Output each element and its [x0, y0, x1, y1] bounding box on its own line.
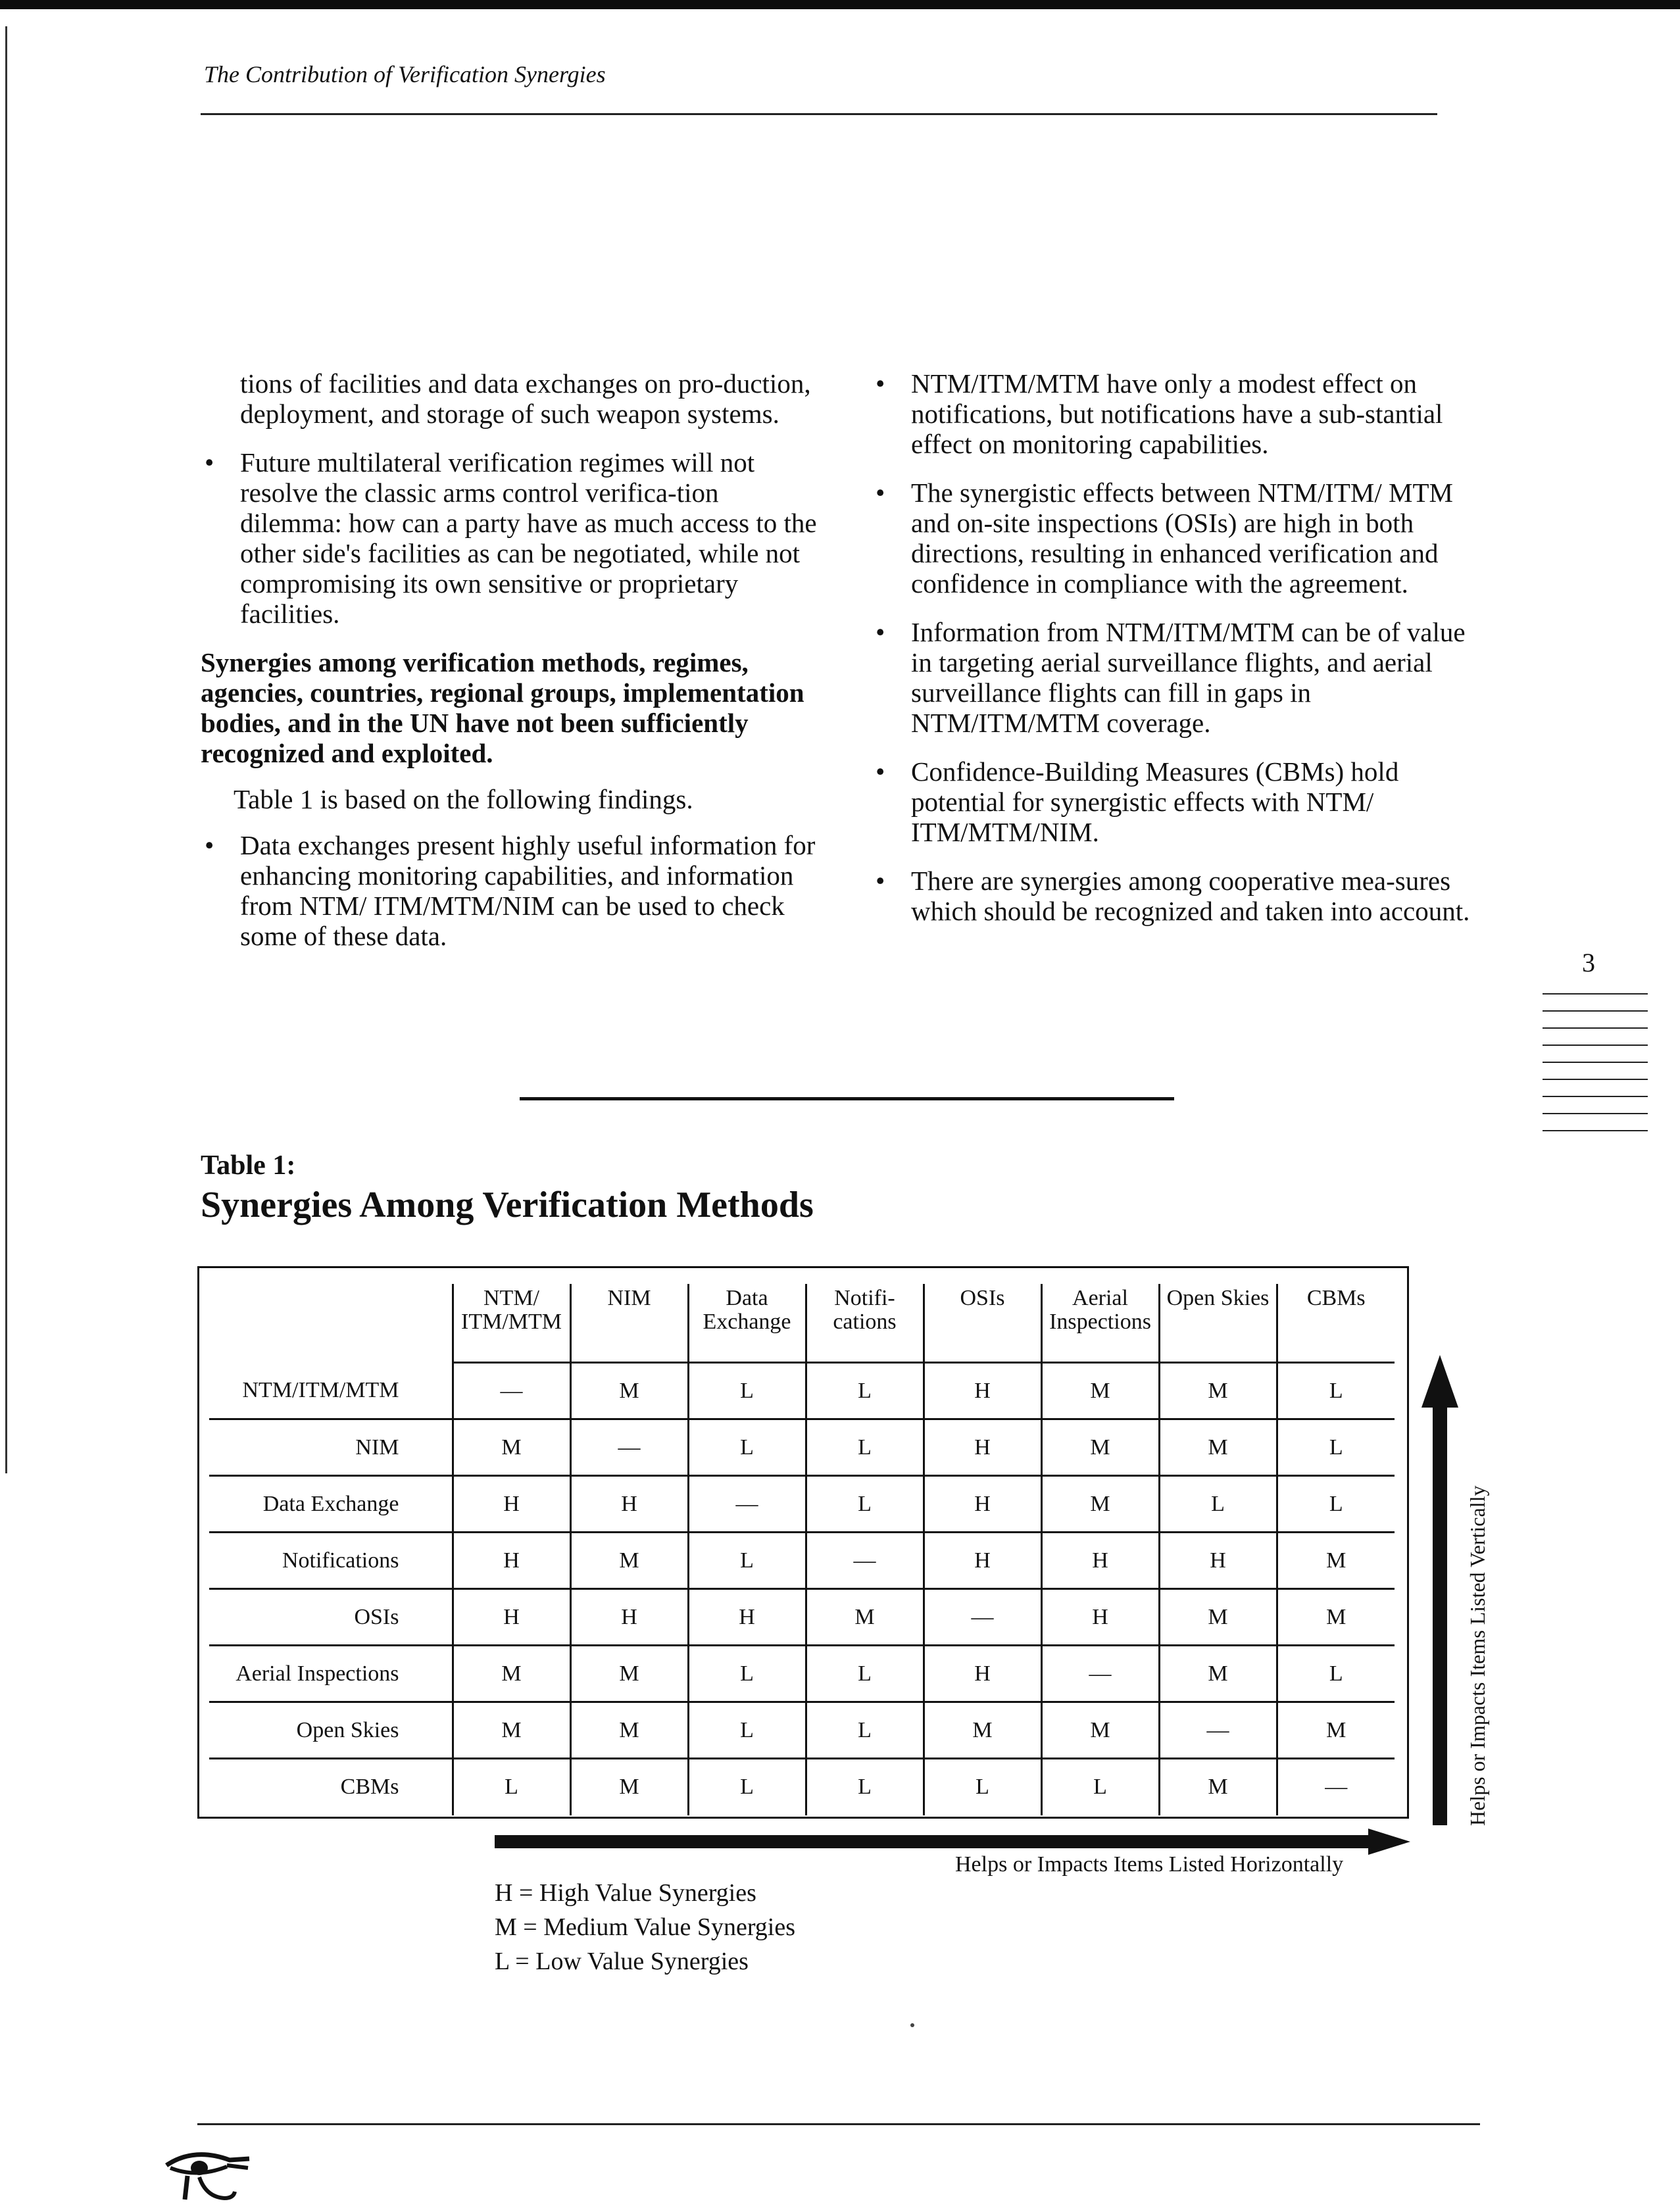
- table-cell: H: [453, 1476, 570, 1533]
- table-cell: —: [688, 1476, 806, 1533]
- header-rule: [201, 113, 1437, 115]
- eye-of-horus-icon: [161, 2146, 253, 2205]
- row-header: Data Exchange: [209, 1476, 453, 1533]
- row-header: NTM/ITM/MTM: [242, 1377, 399, 1402]
- synergy-table: [209, 1284, 1395, 1815]
- table-row: [209, 1589, 1395, 1646]
- bullet-item: [872, 368, 1490, 459]
- table-title: Synergies Among Verification Methods: [201, 1185, 814, 1225]
- column-header: CBMs: [1277, 1284, 1395, 1363]
- table-cell: H: [924, 1646, 1041, 1702]
- table-row: [209, 1533, 1395, 1589]
- table-cell: —: [570, 1419, 688, 1476]
- row-header: Open Skies: [209, 1702, 453, 1759]
- continued-paragraph: tions of facilities and data exchanges on pro-duction, deployment, and storage of such weapon systems.: [240, 368, 811, 429]
- table-cell: L: [688, 1702, 806, 1759]
- table-header-row: [209, 1284, 1395, 1363]
- table-cell: L: [1277, 1363, 1395, 1419]
- table-cell: M: [1159, 1646, 1277, 1702]
- table-row: [209, 1646, 1395, 1702]
- table-cell: L: [806, 1702, 924, 1759]
- left-scan-edge: [5, 26, 7, 1473]
- table-row: [209, 1419, 1395, 1476]
- right-column: [872, 368, 1490, 945]
- bullet-text: Information from NTM/ITM/MTM can be of value in targeting aerial surveillance flights, and aerial surveillance flights can fill in gaps in NTM/ITM/MTM coverage.: [911, 617, 1466, 738]
- table-cell: L: [924, 1759, 1041, 1815]
- table-cell: L: [806, 1419, 924, 1476]
- bullet-text: There are synergies among cooperative mea-sures which should be recognized and taken into account.: [911, 866, 1470, 926]
- table-cell: L: [1159, 1476, 1277, 1533]
- bullet-item: [872, 617, 1490, 738]
- bullet-item: [872, 478, 1490, 599]
- table-cell: L: [688, 1533, 806, 1589]
- bullet-icon: •: [876, 478, 885, 508]
- table-cell: H: [924, 1363, 1041, 1419]
- legend-item: H = High Value Synergies: [495, 1879, 756, 1907]
- table-cell: H: [570, 1476, 688, 1533]
- footer-rule: [197, 2123, 1480, 2125]
- bullet-item: [872, 866, 1490, 926]
- page-number: 3: [1582, 948, 1595, 977]
- table-label: Table 1:: [201, 1150, 296, 1181]
- bullet-icon: •: [205, 447, 214, 478]
- table-cell: L: [688, 1363, 806, 1419]
- left-column: [201, 368, 819, 970]
- top-scan-edge: [0, 0, 1680, 9]
- table-row: [209, 1363, 1395, 1419]
- table-cell: —: [1277, 1759, 1395, 1815]
- table-cell: M: [1277, 1589, 1395, 1646]
- table-cell: M: [570, 1759, 688, 1815]
- table-cell: H: [453, 1589, 570, 1646]
- margin-tab-lines: [1543, 993, 1648, 1147]
- bullet-icon: •: [876, 866, 885, 896]
- bullet-text: The synergistic effects between NTM/ITM/ MTM and on-site inspections (OSIs) are high in both directions, resulting in enhanced verification and confidence in compliance with the agreement.: [911, 478, 1453, 599]
- table-cell: M: [1041, 1702, 1159, 1759]
- table-row: [209, 1702, 1395, 1759]
- row-header: CBMs: [209, 1759, 453, 1815]
- column-header: NIM: [570, 1284, 688, 1363]
- bullet-text: Data exchanges present highly useful information for enhancing monitoring capabilities, and information from NTM/ ITM/MTM/NIM can be used to check some of these data.: [240, 830, 816, 951]
- table-row: [209, 1476, 1395, 1533]
- bullet-text: Future multilateral verification regimes will not resolve the classic arms control verifica-tion dilemma: how can a party have as much access to the other side's facilities as can be negotiated, while not compromising its own sensitive or proprietary facilities.: [240, 447, 817, 629]
- table-cell: M: [1041, 1363, 1159, 1419]
- table-cell: M: [1277, 1702, 1395, 1759]
- table-cell: L: [1277, 1419, 1395, 1476]
- section-rule: [520, 1097, 1174, 1100]
- table-cell: M: [453, 1646, 570, 1702]
- vertical-arrow-shaft: [1433, 1404, 1447, 1825]
- table-cell: H: [924, 1476, 1041, 1533]
- row-header: NIM: [209, 1419, 453, 1476]
- table-cell: H: [1041, 1533, 1159, 1589]
- table-cell: M: [453, 1702, 570, 1759]
- bullet-item: [872, 756, 1490, 847]
- table-cell: H: [1041, 1589, 1159, 1646]
- bullet-text: NTM/ITM/MTM have only a modest effect on notifications, but notifications have a sub-stantial effect on monitoring capabilities.: [911, 368, 1443, 459]
- running-header: The Contribution of Verification Synergies: [204, 61, 606, 87]
- table-cell: H: [453, 1533, 570, 1589]
- legend-item: M = Medium Value Synergies: [495, 1913, 796, 1941]
- table-cell: M: [1159, 1589, 1277, 1646]
- table-cell: H: [570, 1589, 688, 1646]
- column-header: OSIs: [924, 1284, 1041, 1363]
- bullet-icon: •: [876, 368, 885, 399]
- table-cell: M: [570, 1363, 688, 1419]
- vertical-arrow-label: Helps or Impacts Items Listed Vertically: [1466, 1485, 1489, 1826]
- row-header: OSIs: [209, 1589, 453, 1646]
- table-cell: —: [1159, 1702, 1277, 1759]
- table-cell: L: [806, 1363, 924, 1419]
- corner-cell: [209, 1284, 453, 1363]
- column-header: Aerial Inspections: [1041, 1284, 1159, 1363]
- table-legend: [495, 1876, 795, 1979]
- row-header: Notifications: [209, 1533, 453, 1589]
- table-cell: L: [1277, 1646, 1395, 1702]
- table-cell: H: [924, 1419, 1041, 1476]
- bullet-item: [201, 830, 819, 951]
- table-cell: M: [1041, 1419, 1159, 1476]
- table-cell: M: [453, 1419, 570, 1476]
- table-cell: —: [806, 1533, 924, 1589]
- column-header: Data Exchange: [688, 1284, 806, 1363]
- horizontal-arrow-label: Helps or Impacts Items Listed Horizontally: [955, 1852, 1344, 1877]
- scan-speck: [910, 2023, 914, 2027]
- bullet-text: Confidence-Building Measures (CBMs) hold potential for synergistic effects with NTM/ ITM/MTM/NIM.: [911, 756, 1399, 847]
- up-arrow-icon: [1421, 1355, 1458, 1408]
- column-header: Open Skies: [1159, 1284, 1277, 1363]
- horizontal-arrow-shaft: [495, 1835, 1376, 1848]
- table-cell: —: [453, 1363, 570, 1419]
- table-cell: —: [1041, 1646, 1159, 1702]
- table-cell: L: [688, 1759, 806, 1815]
- table-cell: M: [1159, 1419, 1277, 1476]
- table-cell: M: [570, 1646, 688, 1702]
- bullet-icon: •: [876, 756, 885, 787]
- row-header: Aerial Inspections: [209, 1646, 453, 1702]
- table-cell: H: [688, 1589, 806, 1646]
- table-cell: M: [1159, 1363, 1277, 1419]
- column-header: NTM/ ITM/MTM: [453, 1284, 570, 1363]
- table-cell: L: [688, 1646, 806, 1702]
- bullet-icon: •: [876, 617, 885, 647]
- table-cell: L: [453, 1759, 570, 1815]
- table-cell: M: [1277, 1533, 1395, 1589]
- table-cell: H: [1159, 1533, 1277, 1589]
- table-intro: Table 1 is based on the following findings.: [234, 784, 693, 814]
- bullet-icon: •: [205, 830, 214, 860]
- bullet-item: [201, 447, 819, 629]
- right-arrow-icon: [1368, 1829, 1410, 1855]
- table-row: [209, 1759, 1395, 1815]
- table-cell: L: [1277, 1476, 1395, 1533]
- table-cell: L: [806, 1646, 924, 1702]
- table-cell: L: [806, 1476, 924, 1533]
- bold-statement: Synergies among verification methods, regimes, agencies, countries, regional groups, implementation bodies, and in the UN have not been sufficiently recognized and exploited.: [201, 647, 804, 768]
- legend-item: L = Low Value Synergies: [495, 1948, 749, 1975]
- table-cell: M: [570, 1533, 688, 1589]
- table-cell: M: [924, 1702, 1041, 1759]
- table-cell: M: [1159, 1759, 1277, 1815]
- table-cell: L: [806, 1759, 924, 1815]
- table-cell: M: [806, 1589, 924, 1646]
- table-cell: H: [924, 1533, 1041, 1589]
- synergy-table-frame: [197, 1266, 1409, 1819]
- table-cell: M: [1041, 1476, 1159, 1533]
- table-cell: —: [924, 1589, 1041, 1646]
- table-cell: L: [1041, 1759, 1159, 1815]
- column-header: Notifi-cations: [806, 1284, 924, 1363]
- table-cell: L: [688, 1419, 806, 1476]
- table-cell: M: [570, 1702, 688, 1759]
